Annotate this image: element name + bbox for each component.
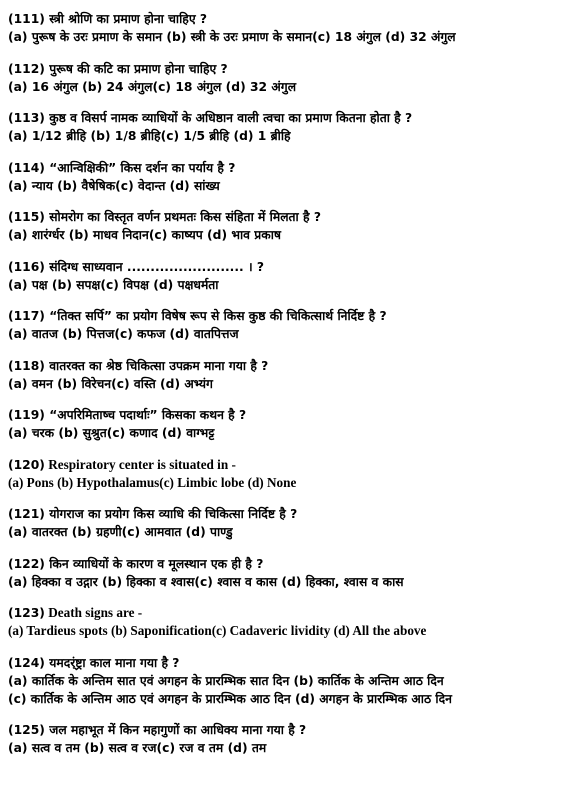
- question-text: [8, 307, 580, 325]
- question-text: [8, 109, 580, 127]
- question-111: [8, 10, 580, 46]
- question-113: [8, 109, 580, 145]
- question-117: [8, 307, 580, 343]
- question-options: (a) पक्ष (b) सपक्ष(c) विपक्ष (d) पक्षधर्मता: [8, 277, 219, 292]
- question-options: (a) चरक (b) सुश्रुत(c) कणाद (d) वाग्भट्ट: [8, 426, 215, 440]
- question-text: [8, 505, 580, 523]
- question-stem: “आन्विक्षिकी” किस दर्शन का पर्याय है ?: [49, 160, 236, 175]
- question-text: [8, 555, 580, 573]
- question-options: (a) वमन (b) विरेचन(c) वस्ति (d) अभ्यंग: [8, 376, 213, 391]
- question-number: (124): [8, 655, 45, 670]
- question-options: (a) 16 अंगुल (b) 24 अंगुल(c) 18 अंगुल (d) 32 अंगुल: [8, 79, 297, 94]
- question-number: (118): [8, 358, 45, 373]
- question-120: [8, 456, 580, 492]
- question-number: (117): [8, 309, 45, 323]
- question-124: [8, 654, 580, 708]
- question-options: (a) हिक्का व उद्गार (b) हिक्का व श्वास(c) श्वास व कास (d) हिक्का, श्वास व कास: [8, 574, 404, 589]
- question-121: [8, 505, 580, 541]
- question-number: (115): [8, 210, 45, 224]
- question-options: (a) न्याय (b) वैषेषिक(c) वेदान्त (d) सांख्य: [8, 178, 220, 193]
- question-text: [8, 721, 580, 739]
- question-options: (a) वातरक्त (b) ग्रहणी(c) आमवात (d) पाण्डु: [8, 525, 233, 539]
- question-119: [8, 406, 580, 442]
- question-options: (c) कार्तिक के अन्तिम आठ एवं अगहन के प्रारम्भिक आठ दिन (d) अगहन के प्रारम्भिक आठ दिन: [8, 691, 452, 706]
- question-number: (120): [8, 457, 45, 472]
- question-text: [8, 258, 580, 276]
- question-stem: “अपरिमिताष्च पदार्थाः” किसका कथन है ?: [49, 408, 247, 422]
- question-text: [8, 208, 580, 226]
- question-text: [8, 654, 580, 672]
- question-number: (114): [8, 160, 45, 175]
- question-options: (a) शारंर्ग्धर (b) माधव निदान(c) काष्यप (d) भाव प्रकाष: [8, 228, 282, 242]
- question-number: (113): [8, 111, 45, 125]
- question-122: [8, 555, 580, 591]
- question-number: (112): [8, 61, 45, 76]
- question-stem: स्त्री श्रोणि का प्रमाण होना चाहिए ?: [49, 12, 208, 26]
- question-118: [8, 357, 580, 393]
- question-114: [8, 159, 580, 195]
- question-stem: “तिक्त सर्पि” का प्रयोग विषेष रूप से किस कुष्ठ की चिकित्सार्थ निर्दिष्ट है ?: [49, 309, 387, 323]
- question-text: [8, 60, 580, 78]
- question-page: [8, 10, 580, 771]
- question-stem: Respiratory center is situated in -: [48, 456, 236, 472]
- question-options: (a) सत्व व तम (b) सत्व व रज(c) रज व तम (d) तम: [8, 741, 267, 755]
- question-stem: जल महाभूत में किन महागुणों का आधिक्य माना गया है ?: [49, 723, 307, 737]
- question-stem: किन व्याधियों के कारण व मूलस्थान एक ही है ?: [49, 556, 264, 571]
- question-stem: यमदर्ंष्ट्रा काल माना गया है ?: [49, 655, 180, 670]
- question-stem: कुष्ठ व विसर्प नामक व्याधियों के अधिष्ठान वाली त्वचा का प्रमाण कितना होता है ?: [49, 111, 413, 125]
- question-123: [8, 604, 580, 640]
- question-text: [8, 10, 580, 28]
- question-text: [8, 604, 580, 622]
- question-number: (116): [8, 259, 45, 274]
- question-number: (119): [8, 408, 45, 422]
- question-options: (a) Pons (b) Hypothalamus(c) Limbic lobe (d) None: [8, 474, 297, 490]
- question-options: (a) Tardieus spots (b) Saponification(c) Cadaveric lividity (d) All the above: [8, 623, 427, 638]
- question-number: (125): [8, 723, 45, 737]
- question-stem: वातरक्त का श्रेष्ठ चिकित्सा उपक्रम माना गया है ?: [49, 358, 269, 373]
- question-options: (a) पुरूष के उरः प्रमाण के समान (b) स्त्री के उरः प्रमाण के समान(c) 18 अंगुल (d) 32 अंगुल: [8, 30, 456, 44]
- question-number: (123): [8, 606, 45, 620]
- question-options: (a) कार्तिक के अन्तिम सात एवं अगहन के प्रारम्भिक सात दिन (b) कार्तिक के अन्तिम आठ दिन: [8, 673, 444, 688]
- question-stem: सोमरोग का विस्तृत वर्णन प्रथमतः किस संहिता में मिलता है ?: [49, 210, 321, 224]
- question-options: (a) 1/12 ब्रीहि (b) 1/8 ब्रीहि(c) 1/5 ब्रीहि (d) 1 ब्रीहि: [8, 129, 291, 143]
- question-text: [8, 357, 580, 375]
- question-115: [8, 208, 580, 244]
- question-stem: पुरूष की कटि का प्रमाण होना चाहिए ?: [49, 61, 228, 76]
- question-text: [8, 456, 580, 474]
- question-stem: योगराज का प्रयोग किस व्याधि की चिकित्सा निर्दिष्ट है ?: [49, 507, 298, 521]
- question-125: [8, 721, 580, 757]
- question-stem: Death signs are -: [48, 605, 143, 620]
- question-text: [8, 159, 580, 177]
- question-stem: संदिग्ध साध्यवान ......................... । ?: [49, 259, 265, 274]
- question-112: [8, 60, 580, 96]
- question-number: (122): [8, 556, 45, 571]
- question-text: [8, 406, 580, 424]
- question-number: (111): [8, 12, 45, 26]
- question-options: (a) वातज (b) पित्तज(c) कफज (d) वातपित्तज: [8, 327, 239, 341]
- question-116: [8, 258, 580, 294]
- question-number: (121): [8, 507, 45, 521]
